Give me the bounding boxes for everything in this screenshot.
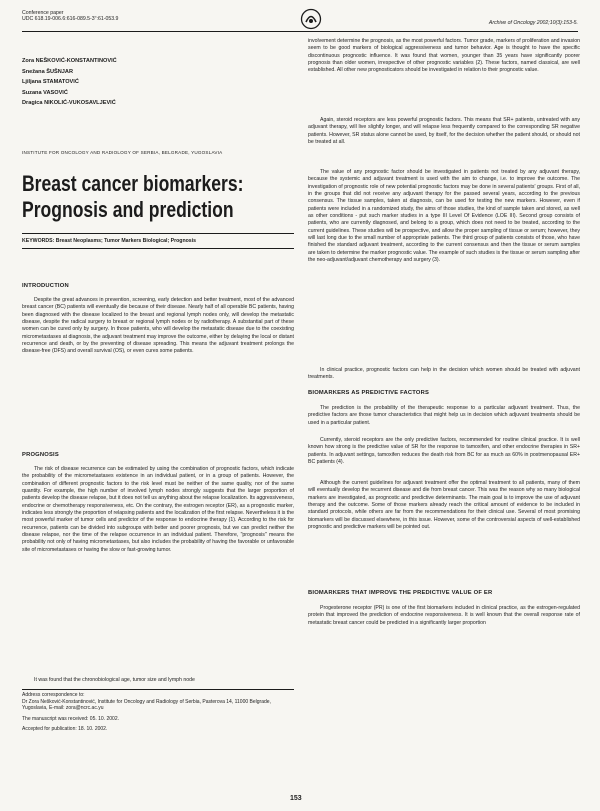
paragraph-right-2: Again, steroid receptors are less powerful prognostic factors. This means that SR+ patients, untreated with any adjuvant therapy, will live slightly longer, and will relapse less frequently compared to the corresponding SR negative patients. However, SR status alone cannot be used, by itself, for the decision whether the patient should, or should not be treated at all. [308, 117, 580, 146]
author-name: Suzana VASOVIĆ [22, 89, 68, 96]
address-text: Dr Zora Nešković-Konstantinović, Institute for Oncology and Radiology of Serbia, Pasterova 14, 11000 Belgrade, Yugoslavia, E-mail: zora@ncrc.ac.yu [22, 698, 271, 712]
section-heading-prognosis: PROGNOSIS [22, 452, 59, 458]
address-label: Address correspondence to: [22, 692, 85, 698]
paragraph-right-6: Currently, steroid receptors are the only predictive factors, recommended for routine clinical practice. It is well known how strong is the predictive value of SR for the response to tamoxifen, and other endocrine therapies in SR+ patients. In adjuvant settings, tamoxifen reduces the death risk from BC for as much as 60% in postmenopausal ER+ BC patients (4). [308, 437, 580, 466]
paragraph-introduction: Despite the great advances in prevention, screening, early detection and better treatment, most of the advanced breast cancer (BC) patients will eventually die because of their disease. Nearly half of all operable BC patients, having been diagnosed with the disease localized to the breast and regional lymph nodes only, will develop the metastatic disease, despite the radical surgery to breast or regional lymph nodes or by radiotherapy. A substantial part of these women can be cured only by surgery. In those patients, who will develop the metastatic disease due to the coexisting micrometastases at diagnosis, the adjuvant treatment may improve the outcome, either by delaying the local or distant recurrence and death, or by the preventing of disease spreading. This means the adjuvant treatment prolongs the disease-free (DFS) and overall survival (OS), or even cures some patients. [22, 297, 294, 355]
paragraph-right-3: The value of any prognostic factor should be investigated in patients not treated by any adjuvant therapy, because the systemic and adjuvant treatment is used with the aim to change, i.e. to improve the outcome. The investigation of prognostic role of new potential prognostic factors may be done in several patients' groups. First of all, in the groups that did not receive any adjuvant therapy for the passed several years, according to the previous consensus. The tissue samples, taken at diagnosis, can be used for testing the new markers. However, even if patients were included in a randomized study, the aims of those studies, the kind of sample taken and stored, as well as other conditions - put such marker studies in a type III Level Of Evidence (LOE III). Second group consists of patients, who are currently diagnosed, and belong to a group, which does not need to be treated, according to the current guidelines. These studies will be prospective, and allow the proper sampling of tissue or serum; however, they will last long due to the small number of appropriate patients. The third group of patients consists of those, who have finished the standard adjuvant treatment, according to the current consensus and then the tissue or serum samples are taken to determine the marker prognostic value. The example of such studies is the tissue or serum sampling after the neo-adjuvant/adjuvant chemotherapy and surgery (3). [308, 169, 580, 264]
section-heading-introduction: INTRODUCTION [22, 283, 69, 289]
header-meta [22, 10, 282, 23]
accepted-date: Accepted for publication: 18. 10. 2002. [22, 726, 108, 733]
header-udc: UDC 618.19-006.6:616-089.5-3ʺ:61-053.9 [22, 16, 119, 23]
paragraph-prognosis-1: The risk of disease recurrence can be estimated by using the combination of prognostic factors, which indicate the probability of the micrometastases existence in an individual patient, or in a group of patients. However, the combination of different prognostic factors to the risk level must be neither of the same quality, nor of the same quantity. For example, the high number of involved lymph nodes strongly suggests that the larger proportion of patients develop the disease relapse, but it does not tell us anything about the relapse localization. Its aggressiveness, endocrine or chemotherapy responsiveness, etc. On the contrary, the estrogen receptor (ER), as a prognostic marker, indicates less strongly the proportion of relapsing patients and the localization of the first relapse. Nevertheless it is the most powerful marker of tumor cells and predictor of the response to endocrine therapy (1). According to the risk for recurrence, patients can be divided into subgroups with better and poorer prognosis, but we can predict neither the disease relapse, nor the time of the relapse occurrence in an individual patient. Therefore, "prognosis" means the probability not only of having micrometastases, but also includes the probability of having the favorable or unfavorable site of micrometastases or having the slow or fast-growing tumor. [22, 466, 294, 553]
paragraph-prognosis-2: It was found that the chronobiological age, tumor size and lymph node [34, 677, 195, 683]
paragraph-right-8: Progesterone receptor (PR) is one of the first biomarkers included in clinical practice, as the estrogen-regulated protein that improved the prediction of endocrine responsiveness. It is well known that the overall response rate of metastatic breast cancer could be predicted in a significantly larger proportion [308, 605, 580, 626]
keywords-rule-top [22, 233, 294, 234]
title-line: Prognosis and prediction [22, 197, 234, 222]
section-heading-predictive: BIOMARKERS AS PREDICTIVE FACTORS [308, 390, 430, 396]
header-paper-type: Conference paper [22, 10, 64, 16]
author-name: Zora NEŠKOVIĆ-KONSTANTINOVIĆ [22, 58, 117, 64]
author-name: Ljiljana STAMATOVIĆ [22, 79, 79, 86]
keywords-rule-bottom [22, 248, 294, 249]
footnote-rule [22, 689, 294, 690]
journal-citation: Archive of Oncology 2002;10(3):153-5. [488, 20, 578, 26]
paragraph-right-1: involvement determine the prognosis, as the most powerful factors. Tumor grade, markers of proliferation and invasion seem to be good markers of biological aggressiveness and tumor behavior. Age is thought to have the specific discontinuous prognostic influence. It was found that women, younger than 35 years have significantly poorer prognosis than older women, irrespective of other prognostic variables (2). These factors, named classical, are well established. All other new prognosticators should be investigated in relation to their prognostic value. [308, 38, 580, 74]
received-date: The manuscript was received: 05. 10. 2002. [22, 715, 119, 722]
author-name: Snežana ŠUŠNJAR [22, 68, 73, 75]
institute-affiliation: INSTITUTE FOR ONCOLOGY AND RADIOLOGY OF SERBIA, BELGRADE, YUGOSLAVIA [22, 150, 223, 155]
correspondence-footnote [22, 692, 294, 733]
author-name: Dragica NIKOLIĆ-VUKOSAVLJEVIĆ [22, 100, 116, 107]
author-list [22, 56, 282, 109]
paragraph-right-5: The prediction is the probability of the therapeutic response to a particular adjuvant treatment. Thus, the predictive factors are those tumor characteristics that might help us in decision which adjuvant treatments should be used in a particular patient. [308, 405, 580, 426]
paragraph-right-4: In clinical practice, prognostic factors can help in the decision which women should be treated with adjuvant treatments. [308, 367, 580, 381]
title-line: Breast cancer biomarkers: [22, 171, 244, 196]
journal-logo-icon [300, 8, 322, 30]
header-rule [22, 31, 578, 32]
keywords: KEYWORDS: Breast Neoplasms; Tumor Markers Biological; Prognosis [22, 238, 197, 244]
paragraph-right-7: Although the current guidelines for adjuvant treatment offer the optimal treatment to all patients, many of them will eventually develop the recurrent disease and die from breast cancer. This was the reason why so many biological markers are investigated, as prognostic and predictive determinants. The main goal is to improve the use of adjuvant therapy and the outcome. Some of those markers already reach the critical amount of evidence to be included in standard protocols, while others are far from the recommendations for their clinical use. Several of most promising biomarkers will be discussed elsewhere, in this issue. However, some of the controversial aspects of well-established prognostic and predictive markers will be pointed out. [308, 480, 580, 531]
page-number: 153 [290, 795, 302, 802]
section-heading-er: BIOMARKERS THAT IMPROVE THE PREDICTIVE VALUE OF ER [308, 590, 493, 596]
article-title [22, 171, 295, 223]
